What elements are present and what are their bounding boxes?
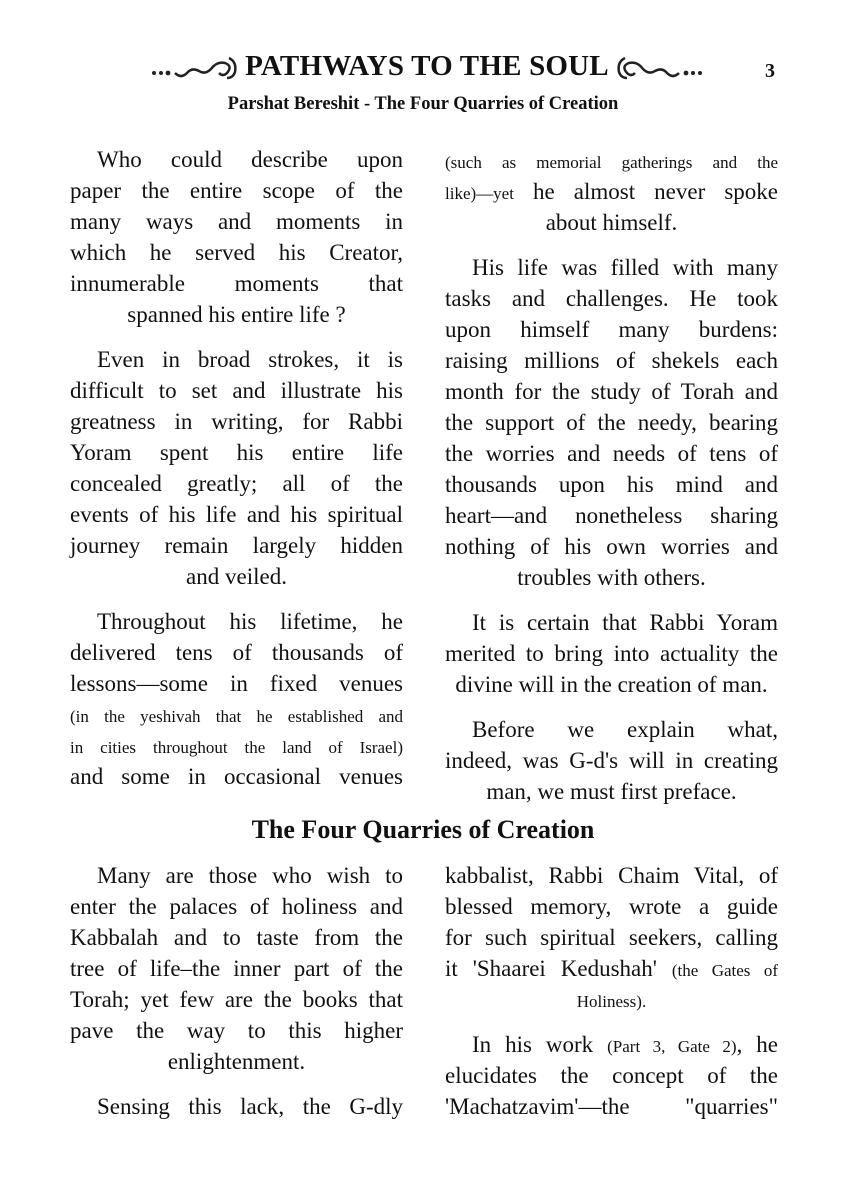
right-flourish-ornament-icon xyxy=(613,52,705,82)
text-line xyxy=(445,145,778,176)
text-segment: pave the way to this higher xyxy=(70,1018,403,1043)
text-segment: heart—and nonetheless sharing xyxy=(445,503,778,528)
text-line xyxy=(445,438,778,469)
text-line xyxy=(70,237,403,268)
text-segment: and some in occasional venues xyxy=(70,764,403,789)
text-segment: delivered tens of thousands of xyxy=(70,640,403,665)
text-segment: tree of life–the inner part of the xyxy=(70,956,403,981)
text-segment: In his work xyxy=(472,1032,608,1057)
top-left-column xyxy=(70,144,403,806)
text-segment: enlightenment. xyxy=(167,1049,306,1074)
running-header xyxy=(0,50,846,90)
text-segment: innumerable moments that xyxy=(70,271,403,296)
text-segment: nothing of his own worries and xyxy=(445,534,778,559)
small-text-segment: like)—yet xyxy=(445,184,514,203)
small-text-segment: (in the yeshivah that he established and xyxy=(70,707,403,726)
text-segment: Sensing this lack, the G-dly xyxy=(97,1094,403,1119)
text-segment: paper the entire scope of the xyxy=(70,178,403,203)
text-line xyxy=(445,860,778,891)
text-line xyxy=(445,638,778,669)
text-line xyxy=(70,144,403,175)
small-text-segment: (Part 3, Gate 2) xyxy=(607,1037,737,1056)
text-segment: many ways and moments in xyxy=(70,209,403,234)
text-segment: It is certain that Rabbi Yoram xyxy=(472,610,778,635)
text-line xyxy=(445,376,778,407)
text-segment: troubles with others. xyxy=(517,565,706,590)
text-line xyxy=(445,345,778,376)
text-segment: events of his life and his spiritual xyxy=(70,502,403,527)
text-segment: and veiled. xyxy=(186,564,287,589)
text-line xyxy=(445,1060,778,1091)
text-segment: raising millions of shekels each xyxy=(445,348,778,373)
text-line xyxy=(70,606,403,637)
text-line xyxy=(445,1091,778,1122)
text-line xyxy=(70,1091,403,1122)
text-line xyxy=(70,530,403,561)
text-segment: concealed greatly; all of the xyxy=(70,471,403,496)
text-segment: lessons—some in fixed venues xyxy=(70,671,403,696)
text-line xyxy=(445,714,778,745)
text-line xyxy=(70,406,403,437)
section-heading: The Four Quarries of Creation xyxy=(251,815,595,844)
text-segment: he almost never spoke xyxy=(513,179,778,204)
text-line xyxy=(445,207,778,238)
text-segment: Kabbalah and to taste from the xyxy=(70,925,403,950)
paragraph xyxy=(445,607,778,700)
text-line xyxy=(445,891,778,922)
paragraph xyxy=(445,860,778,1015)
text-line xyxy=(445,745,778,776)
text-segment: 'Machatzavim'—the "quarries" xyxy=(445,1094,778,1119)
text-line xyxy=(70,1046,403,1077)
small-text-segment: in cities throughout the land of Israel) xyxy=(70,738,403,757)
text-line xyxy=(70,299,403,330)
text-line xyxy=(70,699,403,730)
text-line xyxy=(70,437,403,468)
text-segment: for such spiritual seekers, calling xyxy=(445,925,778,950)
text-line xyxy=(70,668,403,699)
text-segment: elucidates the concept of the xyxy=(445,1063,778,1088)
text-segment: , he xyxy=(736,1032,778,1057)
paragraph xyxy=(445,1029,778,1122)
text-line xyxy=(70,761,403,792)
left-flourish-ornament-icon xyxy=(149,52,241,82)
text-segment: journey remain largely hidden xyxy=(70,533,403,558)
text-segment: greatness in writing, for Rabbi xyxy=(70,409,403,434)
text-line xyxy=(70,468,403,499)
text-line xyxy=(70,637,403,668)
text-segment: Before we explain what, xyxy=(472,717,778,742)
text-line xyxy=(445,314,778,345)
text-line xyxy=(445,607,778,638)
top-right-column xyxy=(445,145,778,821)
paragraph xyxy=(70,144,403,330)
text-segment: difficult to set and illustrate his xyxy=(70,378,403,403)
text-line xyxy=(445,562,778,593)
text-line xyxy=(445,500,778,531)
text-segment: Many are those who wish to xyxy=(97,863,403,888)
text-line xyxy=(445,776,778,807)
text-segment: the worries and needs of tens of xyxy=(445,441,778,466)
paragraph xyxy=(70,344,403,592)
text-line xyxy=(445,252,778,283)
text-segment: spanned his entire life ? xyxy=(127,302,346,327)
text-segment: indeed, was G-d's will in creating xyxy=(445,748,778,773)
bottom-left-column xyxy=(70,860,403,1136)
text-segment: blessed memory, wrote a guide xyxy=(445,894,778,919)
text-segment: Throughout his lifetime, he xyxy=(97,609,403,634)
text-line xyxy=(70,561,403,592)
text-line xyxy=(70,499,403,530)
text-line xyxy=(70,375,403,406)
text-line xyxy=(445,531,778,562)
text-line xyxy=(70,891,403,922)
text-line xyxy=(445,283,778,314)
title-group xyxy=(132,50,722,83)
text-segment: man, we must first preface. xyxy=(486,779,737,804)
text-segment: upon himself many burdens: xyxy=(445,317,778,342)
text-segment: thousands upon his mind and xyxy=(445,472,778,497)
text-segment: merited to bring into actuality the xyxy=(445,641,778,666)
text-line xyxy=(70,953,403,984)
text-segment: Who could describe upon xyxy=(97,147,403,172)
small-text-segment: (such as memorial gatherings and the xyxy=(445,153,778,172)
text-line xyxy=(445,1029,778,1060)
paragraph xyxy=(70,1091,403,1122)
text-line xyxy=(445,176,778,207)
text-line xyxy=(70,860,403,891)
text-segment: Yoram spent his entire life xyxy=(70,440,403,465)
text-line xyxy=(445,984,778,1015)
paragraph xyxy=(70,606,403,792)
page-number: 3 xyxy=(765,60,775,82)
text-segment: it 'Shaarei Kedushah' xyxy=(445,956,672,981)
small-text-segment: Holiness). xyxy=(576,992,647,1011)
text-line xyxy=(70,175,403,206)
text-line xyxy=(70,344,403,375)
text-segment: Even in broad strokes, it is xyxy=(97,347,403,372)
text-segment: which he served his Creator, xyxy=(70,240,403,265)
text-line xyxy=(445,469,778,500)
small-text-segment: (the Gates of xyxy=(671,961,778,980)
text-segment: kabbalist, Rabbi Chaim Vital, of xyxy=(445,863,778,888)
text-segment: the support of the needy, bearing xyxy=(445,410,778,435)
text-line xyxy=(70,730,403,761)
text-line xyxy=(70,206,403,237)
text-line xyxy=(445,922,778,953)
text-line xyxy=(70,984,403,1015)
text-segment: about himself. xyxy=(545,210,678,235)
book-title: PATHWAYS TO THE SOUL xyxy=(245,50,609,82)
paragraph xyxy=(445,252,778,593)
text-line xyxy=(70,268,403,299)
paragraph xyxy=(445,714,778,807)
text-line xyxy=(70,922,403,953)
text-segment: divine will in the creation of man. xyxy=(455,672,768,697)
text-line xyxy=(445,407,778,438)
text-segment: month for the study of Torah and xyxy=(445,379,778,404)
chapter-subtitle: Parshat Bereshit - The Four Quarries of Creation xyxy=(227,94,619,114)
text-line xyxy=(70,1015,403,1046)
text-segment: His life was filled with many xyxy=(472,255,778,280)
text-line xyxy=(445,669,778,700)
text-segment: tasks and challenges. He took xyxy=(445,286,778,311)
text-segment: Torah; yet few are the books that xyxy=(70,987,403,1012)
paragraph xyxy=(70,860,403,1077)
text-line xyxy=(445,953,778,984)
paragraph xyxy=(445,145,778,238)
bottom-right-column xyxy=(445,860,778,1136)
text-segment: enter the palaces of holiness and xyxy=(70,894,403,919)
